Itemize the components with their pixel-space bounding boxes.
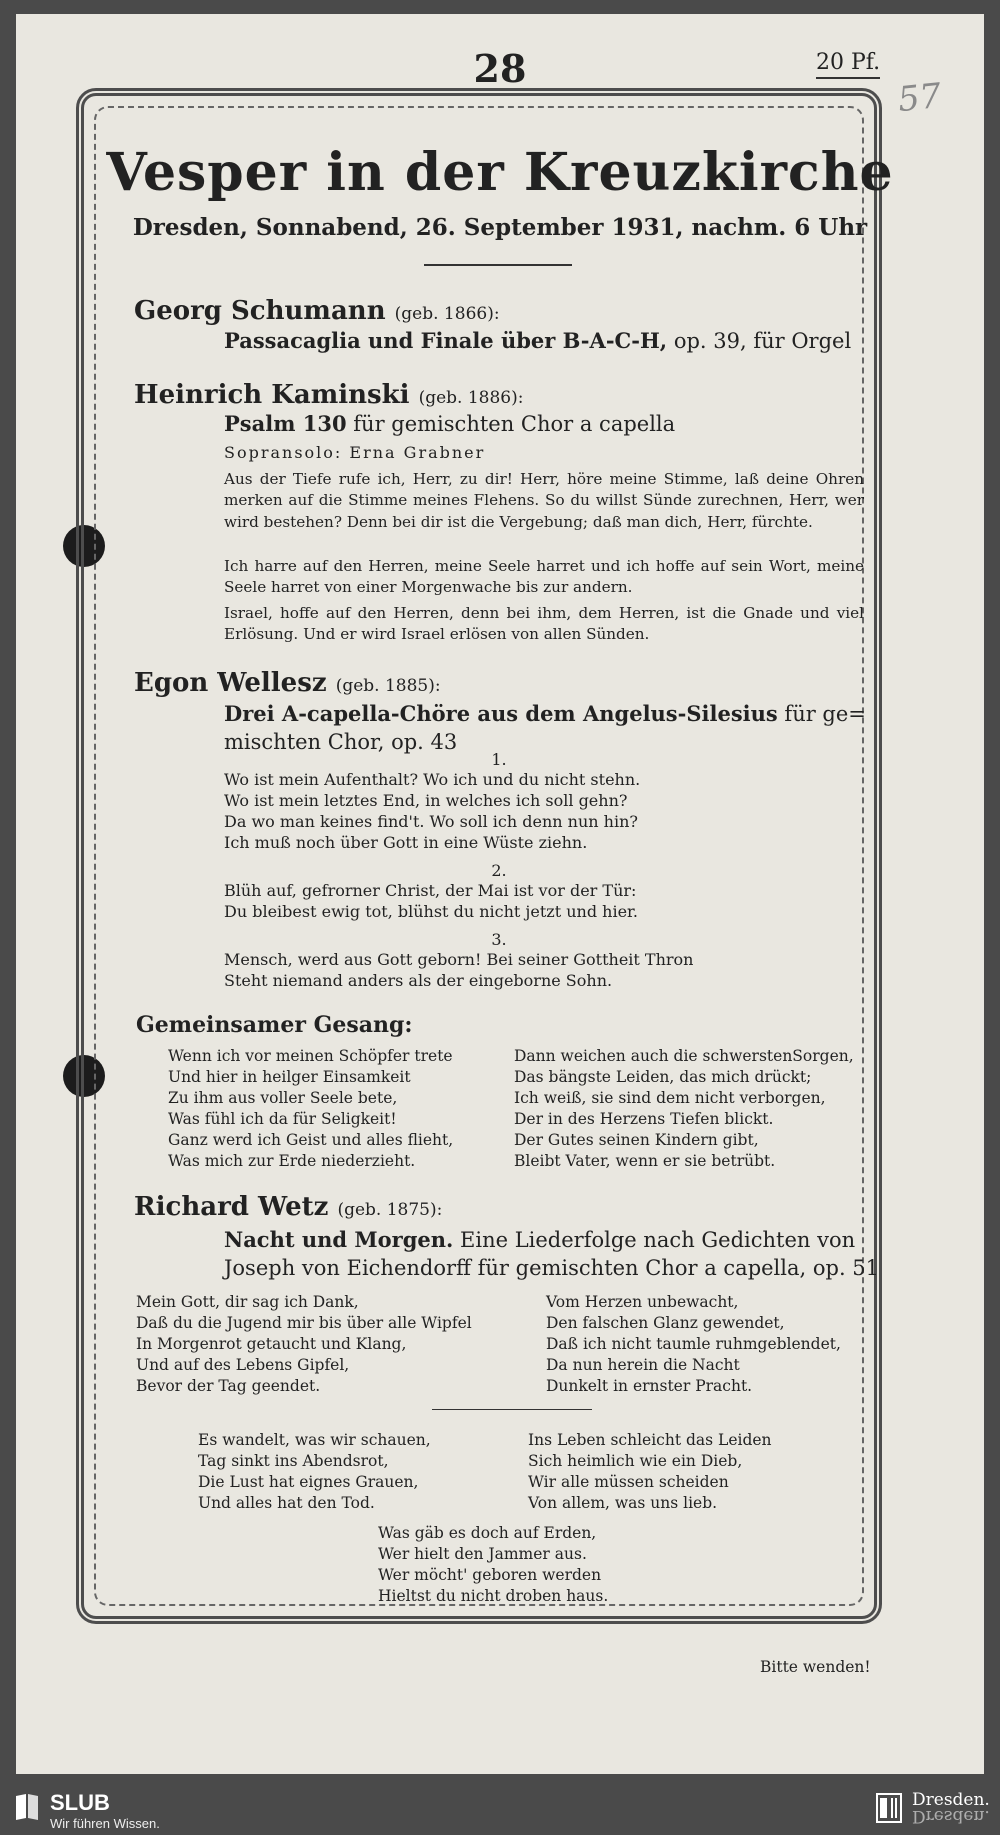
- part-number: 3.: [491, 930, 507, 949]
- poem-stanza: Wo ist mein Aufenthalt? Wo ich und du nicht stehn. Wo ist mein letztes End, in welches ich soll gehn? Da wo man keines find't. Wo soll ich denn nun hin? Ich muß noch über Gott in eine Wüste ziehn.: [224, 770, 641, 852]
- dresden-crest-icon: [876, 1793, 902, 1823]
- program-subtitle: Dresden, Sonnabend, 26. September 1931, nachm. 6 Uhr: [132, 214, 868, 241]
- hymn-left-column: Wenn ich vor meinen Schöpfer trete Und hier in heilger Einsamkeit Zu ihm aus voller Seele bete, Was fühl ich da für Seligkeit! Ganz werd ich Geist und alles flieht, Was mich zur Erde niederzieht.: [168, 1047, 454, 1170]
- composer-name: Richard Wetz: [134, 1192, 329, 1222]
- composer-heading: [134, 296, 500, 326]
- hymn-right-column: Dann weichen auch die schwerstenSorgen, Das bängste Leiden, das mich drückt; Ich weiß, sie sind dem nicht verborgen, Der in des Herzens Tiefen blickt. Der Gutes seinen Kindern gibt, Bleibt Vater, wenn er sie betrübt.: [514, 1047, 854, 1170]
- composer-born: (geb. 1885):: [335, 676, 441, 696]
- composer-heading: [134, 380, 523, 410]
- work-title: Passacaglia und Finale über B-A-C-H, op. 39, für Orgel: [224, 328, 852, 353]
- composer-name: Egon Wellesz: [134, 668, 327, 698]
- psalm-text: Israel, hoffe auf den Herren, denn bei ihm, dem Herren, ist die Gnade und viel Erlösung. Und er wird Israel erlösen von allen Sünden.: [224, 604, 864, 644]
- composer-name: Georg Schumann: [134, 296, 386, 326]
- program-title: Vesper in der Kreuzkirche: [106, 142, 894, 203]
- composer-heading: [134, 668, 441, 698]
- divider: [432, 1409, 592, 1410]
- price-label: 20 Pf.: [816, 50, 880, 79]
- work-title: Drei A-capella-Chöre aus dem Angelus-Silesius für ge= mischten Chor, op. 43: [224, 701, 866, 754]
- soloist-line: Sopransolo: Erna Grabner: [224, 443, 486, 462]
- poem-stanza: Mensch, werd aus Gott geborn! Bei seiner Gottheit Thron Steht niemand anders als der eingeborne Sohn.: [224, 950, 694, 990]
- dresden-logo[interactable]: Dresden. Dresden.: [912, 1790, 990, 1826]
- composer-name: Heinrich Kaminski: [134, 380, 410, 410]
- composer-heading: [134, 1192, 442, 1222]
- psalm-text: Ich harre auf den Herren, meine Seele harret und ich hoffe auf sein Wort, meine Seele harret von einer Morgenwache bis zur andern.: [224, 557, 864, 597]
- work-title: Nacht und Morgen. Eine Liederfolge nach Gedichten von Joseph von Eichendorff für gemischten Chor a capella, op. 51: [224, 1227, 880, 1280]
- section-heading: Gemeinsamer Gesang:: [136, 1012, 413, 1038]
- slub-logo-icon: [14, 1792, 40, 1822]
- slub-tagline: Wir führen Wissen.: [50, 1816, 160, 1831]
- composer-born: (geb. 1886):: [418, 388, 524, 408]
- pencil-note: 57: [896, 75, 944, 121]
- poem-stanza-left: Mein Gott, dir sag ich Dank, Daß du die Jugend mir bis über alle Wipfel In Morgenrot getaucht und Klang, Und auf des Lebens Gipfel, Bevor der Tag geendet.: [136, 1293, 472, 1395]
- poem-stanza-right: Vom Herzen unbewacht, Den falschen Glanz gewendet, Daß ich nicht taumle ruhmgeblendet, Da nun herein die Nacht Dunkelt in ernster Pracht.: [546, 1293, 841, 1395]
- psalm-text: Aus der Tiefe rufe ich, Herr, zu dir! Herr, höre meine Stimme, laß deine Ohren merken auf die Stimme meines Flehens. So du willst Sünde zurechnen, Herr, wer wird bestehen? Denn bei dir ist die Vergebung; daß man dich, Herr, fürchte.: [224, 470, 864, 531]
- part-number: 2.: [491, 861, 507, 880]
- poem-stanza-right: Ins Leben schleicht das Leiden Sich heimlich wie ein Dieb, Wir alle müssen scheiden Von allem, was uns lieb.: [528, 1431, 772, 1512]
- composer-born: (geb. 1866):: [394, 304, 500, 324]
- turn-page-note: Bitte wenden!: [760, 1658, 871, 1676]
- slub-logo[interactable]: SLUB: [50, 1790, 110, 1815]
- poem-stanza-final: Was gäb es doch auf Erden, Wer hielt den Jammer aus. Wer möcht' geboren werden Hieltst du nicht droben haus.: [378, 1524, 609, 1605]
- work-title: Psalm 130 für gemischten Chor a capella: [224, 411, 676, 436]
- page-number: 28: [473, 46, 527, 91]
- part-number: 1.: [491, 750, 507, 769]
- poem-stanza-left: Es wandelt, was wir schauen, Tag sinkt ins Abendsrot, Die Lust hat eignes Grauen, Und alles hat den Tod.: [198, 1431, 431, 1512]
- divider: [424, 264, 572, 266]
- poem-stanza: Blüh auf, gefrorner Christ, der Mai ist vor der Tür: Du bleibest ewig tot, blühst du nicht jetzt und hier.: [224, 881, 639, 921]
- composer-born: (geb. 1875):: [337, 1200, 443, 1220]
